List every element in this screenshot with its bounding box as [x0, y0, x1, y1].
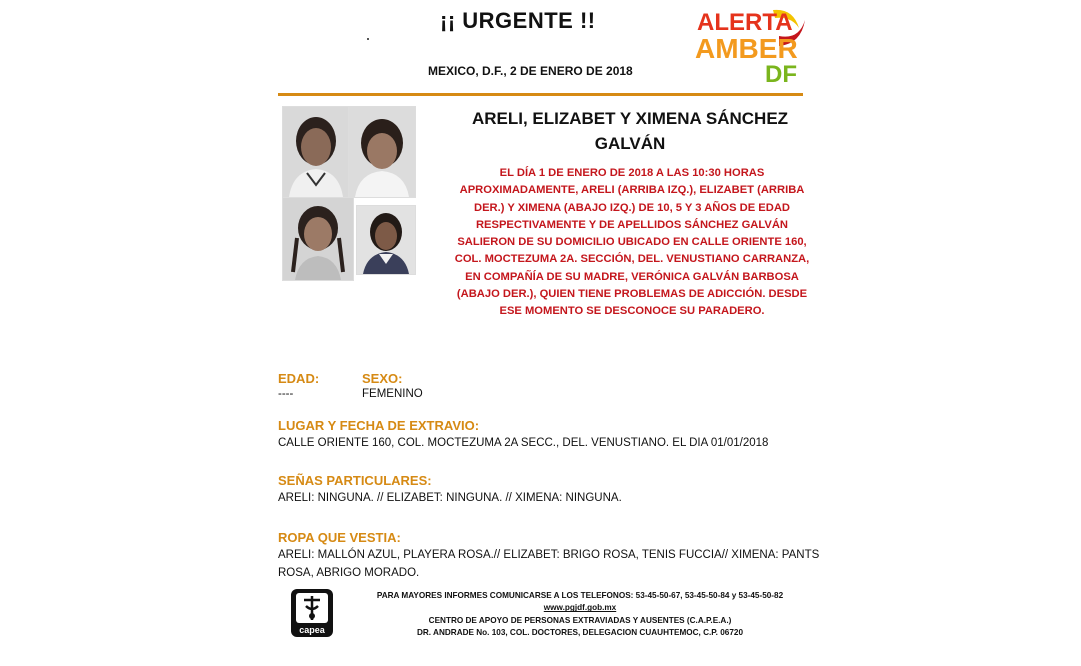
- senas-label: SEÑAS PARTICULARES:: [278, 473, 432, 488]
- case-description: EL DÍA 1 DE ENERO DE 2018 A LAS 10:30 HORAS APROXIMADAMENTE, ARELI (ARRIBA IZQ.), ELIZABET (ARRIBA DER.) Y XIMENA (ABAJO IZQ.) DE 10, 5 Y 3 AÑOS DE EDAD RESPECTIVAMENTE Y DE APELLIDOS SÁNCHEZ GALVÁN SALIERON DE SU DOMICILIO UBICADO EN CALLE ORIENTE 160, COL. MOCTEZUMA 2A. SECCIÓN, DEL. VENUSTIANO CARRANZA, EN COMPAÑÍA DE SU MADRE, VERÓNICA GALVÁN BARBOSA (ABAJO DER.), QUIEN TIENE PROBLEMAS DE ADICCIÓN. DESDE ESE MOMENTO SE DESCONOCE SU PARADERO.: [454, 167, 810, 318]
- photo-elizabet: [348, 106, 416, 198]
- logo-amber-text: AMBER: [695, 33, 798, 64]
- sexo-value: FEMENINO: [362, 388, 423, 400]
- alerta-amber-logo: [695, 6, 805, 86]
- photo-veronica: [356, 205, 416, 275]
- missing-persons-names: ARELI, ELIZABET Y XIMENA SÁNCHEZ GALVÁN: [471, 109, 789, 153]
- logo-alerta-text: ALERTA: [697, 9, 793, 36]
- edad-label: EDAD:: [278, 371, 320, 386]
- footer-website-link[interactable]: www.pgjdf.gob.mx: [543, 603, 617, 613]
- ropa-value-line2: ROSA, ABRIGO MORADO.: [278, 567, 420, 579]
- footer-contact: [360, 590, 800, 639]
- footer-phones: PARA MAYORES INFORMES COMUNICARSE A LOS TELEFONOS: 53-45-50-67, 53-45-50-84 y 53-45-50-82: [376, 591, 784, 600]
- ropa-label: ROPA QUE VESTIA:: [278, 530, 401, 545]
- photo-ximena: [282, 197, 354, 281]
- dateline: MEXICO, D.F., 2 DE ENERO DE 2018: [428, 64, 633, 78]
- page-title: ¡¡ URGENTE !!: [440, 8, 596, 33]
- logo-df-text: DF: [765, 61, 797, 86]
- sexo-label: SEXO:: [362, 371, 403, 386]
- ropa-value-line1: ARELI: MALLÓN AZUL, PLAYERA ROSA.// ELIZABET: BRIGO ROSA, TENIS FUCCIA// XIMENA: PANTS: [278, 549, 820, 561]
- header-divider: [278, 93, 803, 96]
- capea-logo-text: capea: [299, 625, 325, 635]
- footer-address: DR. ANDRADE No. 103, COL. DOCTORES, DELEGACION CUAUHTEMOC, C.P. 06720: [416, 627, 744, 637]
- stray-dot: [367, 38, 369, 40]
- footer-center: CENTRO DE APOYO DE PERSONAS EXTRAVIADAS Y AUSENTES (C.A.P.E.A.): [428, 615, 732, 625]
- lugar-value: CALLE ORIENTE 160, COL. MOCTEZUMA 2A SECC., DEL. VENUSTIANO. EL DIA 01/01/2018: [278, 437, 769, 449]
- capea-logo: [290, 588, 334, 638]
- photo-areli: [282, 106, 350, 198]
- senas-value: ARELI: NINGUNA. // ELIZABET: NINGUNA. // XIMENA: NINGUNA.: [278, 492, 622, 504]
- edad-value: ----: [278, 388, 294, 400]
- lugar-label: LUGAR Y FECHA DE EXTRAVIO:: [278, 418, 480, 433]
